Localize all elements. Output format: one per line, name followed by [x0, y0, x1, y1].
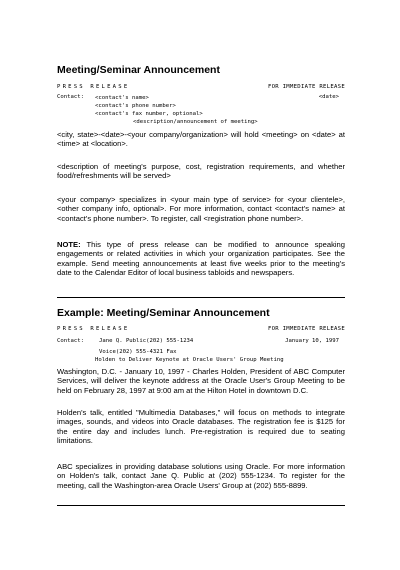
note-label: NOTE: — [57, 240, 81, 249]
example-headline: Holden to Deliver Keynote at Oracle Users' Group Meeting — [95, 357, 284, 363]
template-paragraph: <description of meeting's purpose, cost, registration requirements, and whether food/refreshments will be served> — [57, 162, 345, 181]
contact-fax: Voice(202) 555-4321 Fax — [99, 349, 177, 355]
example-paragraph: ABC specializes in providing database solutions using Oracle. For more information on Holden's talk, contact Jane Q. Public at (202) 555-1234. To register for the meeting, call the Washington-area Oracle Users' Group at (202) 555-8899. — [57, 462, 345, 490]
template-paragraph: <your company> specializes in <your main type of service> for <your clientele>, <other company info, optional>. For more information, contact <contact's name> at <contact's phone number>. To register, call <registration phone number>. — [57, 195, 345, 223]
meeting-description-line: <description/announcement of meeting> — [133, 119, 258, 125]
example-title: Example: Meeting/Seminar Announcement — [57, 307, 270, 319]
contact-phone-line: <contact's phone number> — [95, 103, 176, 109]
template-title: Meeting/Seminar Announcement — [57, 64, 220, 76]
immediate-release-label: FOR IMMEDIATE RELEASE — [267, 326, 345, 332]
contact-block — [95, 94, 258, 126]
note-paragraph — [57, 240, 345, 278]
date-placeholder: <date> — [318, 94, 339, 100]
contact-label: Contact: — [57, 94, 84, 100]
contact-name-line: <contact's name> — [95, 95, 149, 101]
contact-name-phone: Jane Q. Public(202) 555-1234 — [99, 338, 194, 344]
press-release-label: PRESS RELEASE — [57, 84, 130, 90]
template-paragraph: <city, state>-<date>-<your company/organization> will hold <meeting> on <date> at <time> at <location>. — [57, 130, 345, 149]
release-date: January 10, 1997 — [285, 338, 339, 344]
note-text: This type of press release can be modified to announce speaking engagements or related activities in which your organization participates. See the example. Send meeting announcements at least five weeks prior to the meeting's date to the Calendar Editor of local business tabloids and newspapers. — [57, 240, 345, 278]
press-release-label: PRESS RELEASE — [57, 326, 130, 332]
contact-label: Contact: — [57, 338, 84, 344]
section-divider — [57, 297, 345, 298]
example-paragraph: Washington, D.C. - January 10, 1997 - Charles Holden, President of ABC Computer Services, will deliver the keynote address at the Oracle User's Group Meeting to be held on February 28, 1997 at 9:00 am at the Hilton Hotel in downtown D.C. — [57, 367, 345, 395]
section-divider — [57, 505, 345, 506]
contact-fax-line: <contact's fax number, optional> — [95, 111, 203, 117]
example-paragraph: Holden's talk, entitled "Multimedia Databases," will focus on methods to integrate images, sounds, and videos into Oracle databases. The registration fee is $125 for the entire day and includes lunch. Pre-registration is required due to seating limitations. — [57, 408, 345, 446]
immediate-release-label: FOR IMMEDIATE RELEASE — [267, 84, 345, 90]
